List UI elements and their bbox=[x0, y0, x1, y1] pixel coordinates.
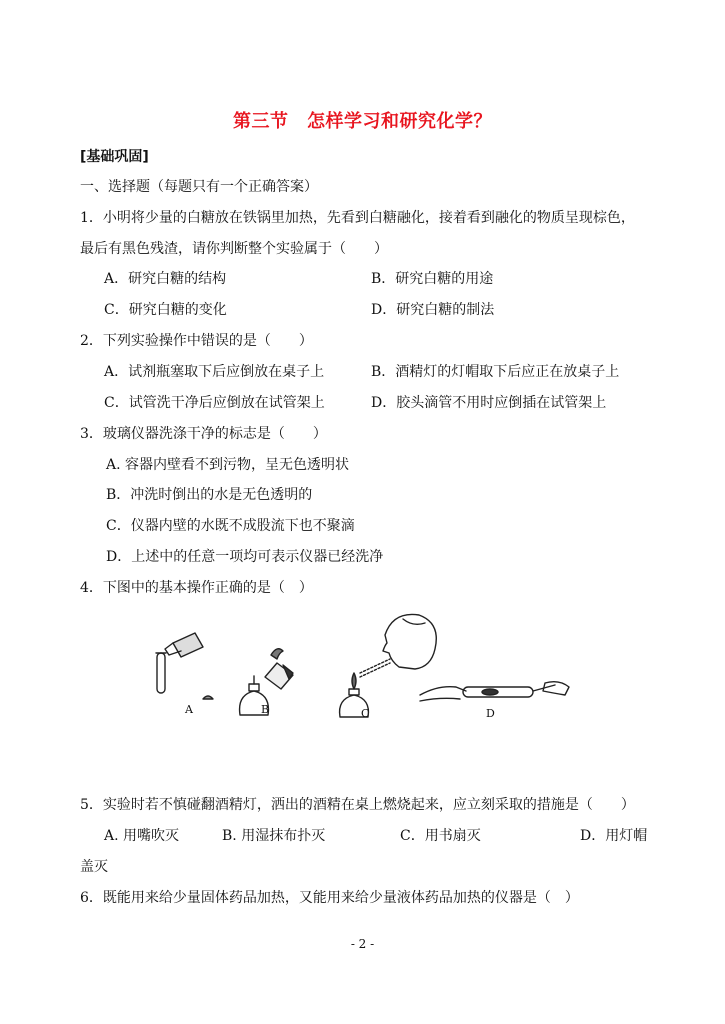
question-1-stem-line-2: 最后有黑色残渣，请你判断整个实验属于（ ） bbox=[80, 241, 388, 257]
figure-c-blowing-illustration bbox=[340, 614, 437, 717]
question-2-option-c[interactable]: C．试管洗干净后应倒放在试管架上 bbox=[104, 395, 325, 411]
figure-label-a: A bbox=[185, 703, 193, 716]
question-1-option-c[interactable]: C．研究白糖的变化 bbox=[104, 302, 227, 318]
question-3-stem: 3．玻璃仪器洗涤干净的标志是（ ） bbox=[80, 426, 327, 442]
question-5-stem: 5．实验时若不慎碰翻酒精灯，洒出的酒精在桌上燃烧起来，应立刻采取的措施是（ ） bbox=[80, 797, 635, 813]
question-1-option-d[interactable]: D．研究白糖的制法 bbox=[371, 302, 495, 318]
question-1-option-b[interactable]: B．研究白糖的用途 bbox=[371, 271, 494, 287]
question-5-option-d-continuation: 盖灭 bbox=[80, 859, 108, 875]
part-heading: 一、选择题（每题只有一个正确答案） bbox=[80, 179, 318, 195]
question-3-option-c[interactable]: C．仪器内壁的水既不成股流下也不聚滴 bbox=[106, 518, 355, 534]
figure-label-b: B bbox=[261, 703, 270, 716]
question-1-option-a[interactable]: A．研究白糖的结构 bbox=[104, 271, 227, 287]
question-4-stem: 4．下图中的基本操作正确的是（ ） bbox=[80, 580, 313, 596]
question-5-option-c[interactable]: C．用书扇灭 bbox=[400, 828, 481, 844]
question-2-option-a[interactable]: A．试剂瓶塞取下后应倒放在桌子上 bbox=[104, 364, 325, 380]
question-5-option-a[interactable]: A. 用嘴吹灭 bbox=[104, 828, 180, 844]
question-2-option-b[interactable]: B．酒精灯的灯帽取下后应正在放桌子上 bbox=[371, 364, 620, 380]
question-5-option-b[interactable]: B. 用湿抹布扑灭 bbox=[222, 828, 326, 844]
question-2-option-d[interactable]: D．胶头滴管不用时应倒插在试管架上 bbox=[371, 395, 607, 411]
figure-label-c: C bbox=[361, 707, 370, 720]
figure-label-d: D bbox=[486, 707, 495, 720]
lab-operations-figure bbox=[145, 605, 575, 730]
figure-d-holding-tube-illustration bbox=[420, 682, 569, 701]
question-6-stem: 6．既能用来给少量固体药品加热，又能用来给少量液体药品加热的仪器是（ ） bbox=[80, 890, 579, 906]
page-number: - 2 - bbox=[350, 937, 375, 951]
question-3-option-b[interactable]: B．冲洗时倒出的水是无色透明的 bbox=[106, 487, 313, 503]
question-3-option-d[interactable]: D．上述中的任意一项均可表示仪器已经洗净 bbox=[106, 549, 384, 565]
page-title: 第三节 怎样学习和研究化学？ bbox=[233, 111, 492, 132]
section-heading: [基础巩固] bbox=[80, 149, 149, 165]
question-3-option-a[interactable]: A. 容器内壁看不到污物，呈无色透明状 bbox=[106, 457, 350, 473]
question-2-stem: 2．下列实验操作中错误的是（ ） bbox=[80, 333, 313, 349]
figure-a-pouring-illustration bbox=[156, 633, 213, 699]
question-5-option-d[interactable]: D．用灯帽 bbox=[580, 828, 648, 844]
question-1-stem-line-1: 1．小明将少量的白糖放在铁锅里加热，先看到白糖融化，接着看到融化的物质呈现棕色， bbox=[80, 210, 635, 226]
